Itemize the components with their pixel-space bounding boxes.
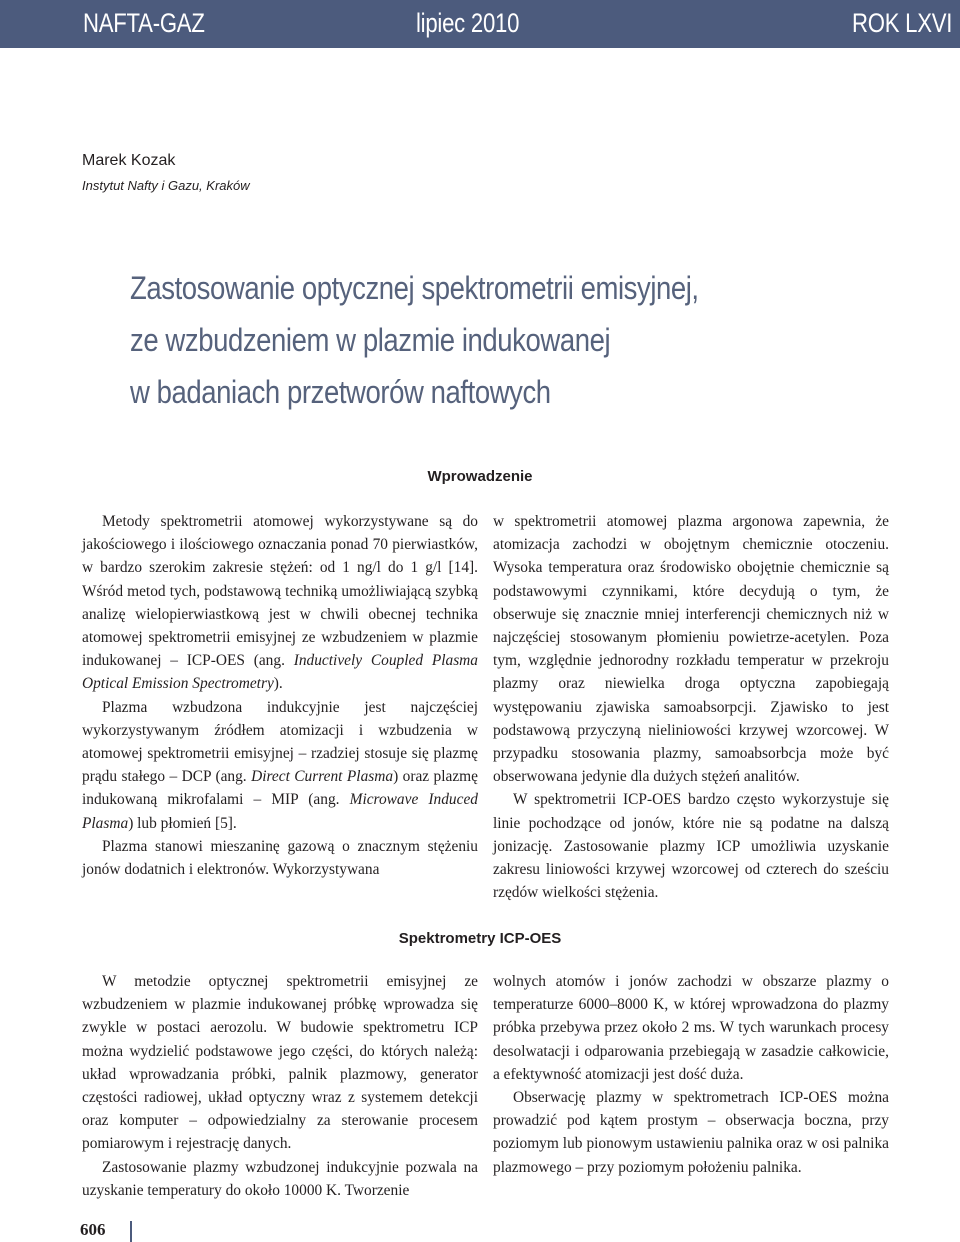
intro-left-column (82, 510, 478, 881)
spectrometers-right-paragraph-1: wolnych atomów i jonów zachodzi w obszarze plazmy o temperaturze 6000–8000 K, w której wprowadzona do plazmy próbka przebywa przez około 2 ms. W tych warunkach procesy desolwatacji i odparowania przebiegają w zasadzie całkowicie, a efektywność atomizacji jest dość duża. (493, 973, 889, 1083)
footer-rule (130, 1221, 132, 1242)
journal-header-bar (0, 0, 960, 48)
spectrometers-left-column (82, 970, 478, 1202)
issue-date: lipiec 2010 (416, 8, 520, 38)
section-heading-spectrometers: Spektrometry ICP-OES (398, 930, 562, 947)
intro-right-paragraph-2: W spektrometrii ICP-OES bardzo często wykorzystuje się linie pochodzące od jonów, które nie są podatne na dalszą jonizację. Zastosowanie plazmy ICP umożliwia uzyskanie zakresu liniowości krzywej wzorcowej od czterech do sześciu rzędów wielkości stężenia. (493, 791, 889, 902)
page-number: 606 (80, 1220, 106, 1239)
intro-right-column (493, 510, 889, 904)
section-heading-introduction: Wprowadzenie (427, 468, 533, 485)
spectrometers-right-paragraph-2: Obserwację plazmy w spektrometrach ICP-OES można prowadzić pod kątem prostym – obserwacja boczna, przy poziomym lub pionowym ustawieniu palnika oraz w osi palnika plazmowego – przy poziomym położeniu palnika. (493, 1089, 889, 1176)
author-name: Marek Kozak (82, 152, 176, 169)
article-title (130, 262, 950, 418)
intro-paragraph-1: Metody spektrometrii atomowej wykorzystywane są do jakościowego i ilościowego oznaczania ponad 70 pierwiastków, w bardzo szerokim zakresie stężeń: od 1 ng/l do 1 g/l [14]. Wśród metod tych, podstawową techniką umożliwiającą szybką analizę wielopierwiastkową jest w chwili obecnej technika atomowej spektrometrii emisyjnej ze wzbudzeniem w plazmie indukowanej – ICP-OES (ang. Inductively Coupled Plasma Optical Emission Spectrometry). (82, 513, 478, 693)
intro-paragraph-2: Plazma wzbudzona indukcyjnie jest najczęściej wykorzystywanym źródłem atomizacji i wzbudzenia w atomowej spektrometrii emisyjnej – rzadziej stosuje się plazmę prądu stałego – DCP (ang. Direct Current Plasma) oraz plazmę indukowaną mikrofalami – MIP (ang. Microwave Induced Plasma) lub płomień [5]. (82, 698, 478, 832)
intro-paragraph-3: Plazma stanowi mieszaninę gazową o znacznym stężeniu jonów dodatnich i elektronów. Wykorzystywana (82, 837, 478, 879)
author-affiliation: Instytut Nafty i Gazu, Kraków (82, 178, 250, 193)
title-line-2: ze wzbudzeniem w plazmie indukowanej (130, 322, 611, 358)
title-line-1: Zastosowanie optycznej spektrometrii emisyjnej, (130, 270, 699, 306)
journal-name: NAFTA-GAZ (83, 8, 205, 38)
volume-label: ROK LXVI (851, 8, 952, 38)
spectrometers-paragraph-1: W metodzie optycznej spektrometrii emisyjnej ze wzbudzeniem w plazmie indukowanej próbkę wprowadza się zwykle w postaci aerozolu. W budowie spektrometru ICP można wydzielić podstawowe jego części, do których należą: układ wprowadzania próbki, palnik plazmowy, generator częstości radiowej, układ optyczny wraz z systemem detekcji oraz komputer – odpowiedzialny za sterowanie procesem pomiarowym i rejestrację danych. (82, 973, 478, 1153)
title-line-3: w badaniach przetworów naftowych (130, 374, 551, 410)
spectrometers-right-column (493, 970, 889, 1179)
spectrometers-paragraph-2: Zastosowanie plazmy wzbudzonej indukcyjnie pozwala na uzyskanie temperatury do około 10000 K. Tworzenie (82, 1158, 478, 1199)
intro-right-paragraph-1: w spektrometrii atomowej plazma argonowa zapewnia, że atomizacja zachodzi w obojętnym chemicznie otoczeniu. Wysoka temperatura oraz środowisko obojętnie chemicznie są podstawowymi czynnikami, które decydują o tym, że obserwuje się znacznie mniej interferencji chemicznych niż w najczęściej stosowanym płomieniu powietrze-acetylen. Poza tym, względnie jednorodny rozkładu temperatur w przekroju plazmy oraz niewielka droga optyczna zapobiegają występowaniu zjawiska samoabsorpcji. Zjawisko to jest podstawową przyczyną nieliniowości krzywej wzorcowej. W przypadku stosowania plazmy, samoabsorbcja może być obserwowana jedynie dla dużych stężeń analitów. (493, 513, 889, 786)
